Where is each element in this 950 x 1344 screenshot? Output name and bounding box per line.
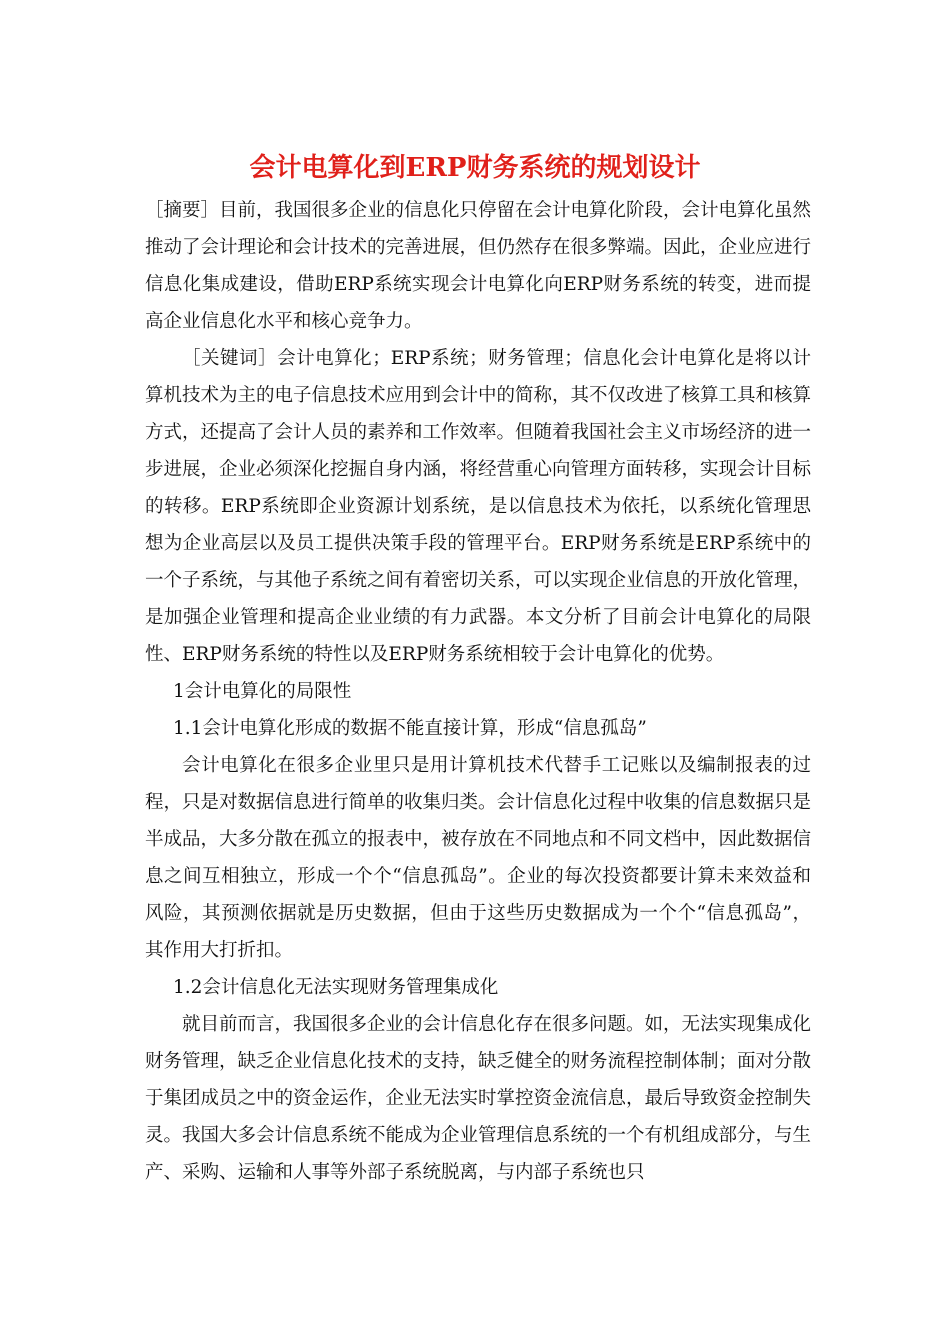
abstract-paragraph: ［摘要］目前，我国很多企业的信息化只停留在会计电算化阶段，会计电算化虽然推动了会计理论和会计技术的完善进展，但仍然存在很多弊端。因此，企业应进行信息化集成建设，借助ERP系统实现会计电算化向ERP财务系统的转变，进而提高企业信息化水平和核心竞争力。 bbox=[145, 200, 812, 332]
subsection-heading: 1.2会计信息化无法实现财务管理集成化 bbox=[173, 977, 499, 998]
section-heading: 1会计电算化的局限性 bbox=[173, 681, 352, 702]
document-title: 会计电算化到ERP财务系统的规划设计 bbox=[249, 153, 701, 183]
keywords-paragraph: ［关键词］会计电算化；ERP系统；财务管理；信息化会计电算化是将以计算机技术为主的电子信息技术应用到会计中的简称，其不仅改进了核算工具和核算方式，还提高了会计人员的素养和工作效率。但随着我国社会主义市场经济的进一步进展，企业必须深化挖掘自身内涵，将经营重心向管理方面转移，实现会计目标的转移。ERP系统即企业资源计划系统，是以信息技术为依托，以系统化管理思想为企业高层以及员工提供决策手段的管理平台。ERP财务系统是ERP系统中的一个子系统，与其他子系统之间有着密切关系，可以实现企业信息的开放化管理，是加强企业管理和提高企业业绩的有力武器。本文分析了目前会计电算化的局限性、ERP财务系统的特性以及ERP财务系统相较于会计电算化的优势。 bbox=[145, 348, 812, 665]
subsection-heading: 1.1会计电算化形成的数据不能直接计算，形成“信息孤岛” bbox=[173, 718, 647, 739]
body-paragraph: 会计电算化在很多企业里只是用计算机技术代替手工记账以及编制报表的过程，只是对数据信息进行简单的收集归类。会计信息化过程中收集的信息数据只是半成品，大多分散在孤立的报表中，被存放在不同地点和不同文档中，因此数据信息之间互相独立，形成一个个“信息孤岛”。企业的每次投资都要计算未来效益和风险，其预测依据就是历史数据，但由于这些历史数据成为一个个“信息孤岛”，其作用大打折扣。 bbox=[145, 755, 812, 961]
body-paragraph: 就目前而言，我国很多企业的会计信息化存在很多问题。如，无法实现集成化财务管理，缺乏企业信息化技术的支持，缺乏健全的财务流程控制体制；面对分散于集团成员之中的资金运作，企业无法实时掌控资金流信息，最后导致资金控制失灵。我国大多会计信息系统不能成为企业管理信息系统的一个有机组成部分，与生产、采购、运输和人事等外部子系统脱离，与内部子系统也只 bbox=[145, 1014, 812, 1183]
document-body bbox=[145, 192, 811, 1191]
